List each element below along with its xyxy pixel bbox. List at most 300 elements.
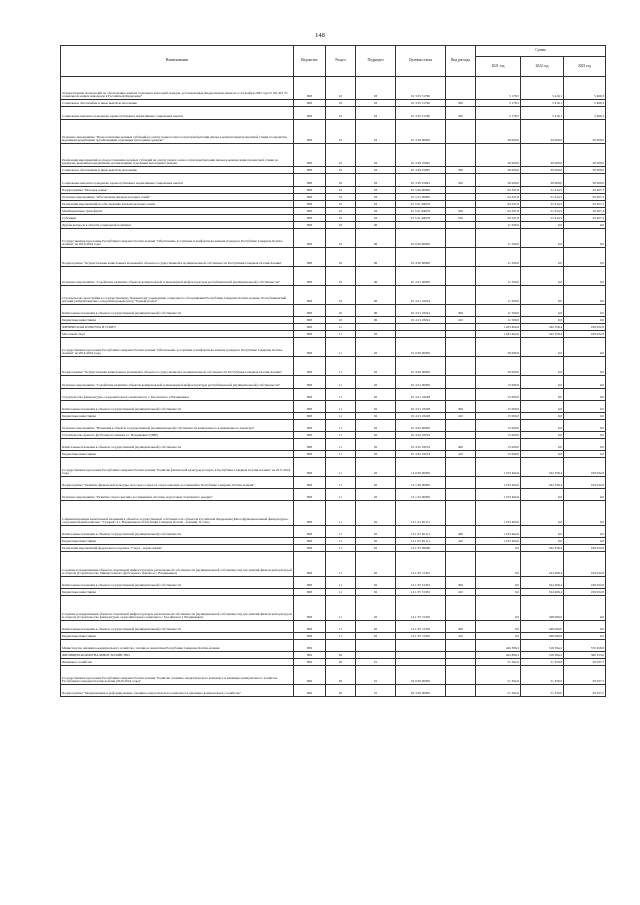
row-vr: 400: [446, 305, 476, 317]
row-csr: 01 4 01 18248: [396, 401, 446, 413]
row-razdel: 11: [326, 501, 356, 526]
row-2021: 15 000,0: [476, 401, 521, 413]
row-2021: 1 233 464,6: [476, 489, 521, 501]
row-ved: 808: [294, 389, 326, 401]
table-row: [61, 652, 606, 659]
table-row: [61, 120, 606, 144]
row-name: Подпрограмма "Осуществление капитальных вложений в объекты государственной и муниципальной собственности Республики Северная Осетия-Алания": [61, 248, 294, 267]
row-2021: 64 347,8: [476, 208, 521, 215]
row-csr: 01 4 02 18234: [396, 451, 446, 458]
row-vr: [446, 201, 476, 208]
row-razdel: 11: [326, 489, 356, 501]
row-csr: 01 0 00 00000: [396, 229, 446, 248]
table-row: [61, 229, 606, 248]
row-2023: 56 037,5: [564, 685, 606, 697]
header-ved: Ведомство: [294, 46, 326, 77]
row-vr: 400: [446, 621, 476, 633]
row-name: Основное мероприятие "Содействие развитию объектов коммунальной и инженерной инфраструктуры республиканской (муниципальной) собственности": [61, 267, 294, 286]
row-csr: 01 4 00 00000: [396, 248, 446, 267]
row-2021: 11 500,0: [476, 286, 521, 305]
row-2022: 0,0: [521, 338, 564, 357]
row-2023: 50 407,3: [564, 194, 606, 201]
row-2023: 0,0: [564, 413, 606, 420]
row-vr: [446, 229, 476, 248]
row-2021: 0,0: [476, 545, 521, 552]
row-razdel: 10: [326, 77, 356, 100]
row-podrazdel: 02: [356, 538, 396, 545]
row-ved: 809: [294, 659, 326, 666]
row-podrazdel: 02: [356, 331, 396, 338]
row-2021: 36 000,0: [476, 174, 521, 187]
row-csr: 14 1 P5 00000: [396, 545, 446, 552]
row-2023: 0,0: [564, 286, 606, 305]
row-vr: 500: [446, 208, 476, 215]
row-name: Бюджетные инвестиции: [61, 633, 294, 640]
row-vr: [446, 194, 476, 201]
row-ved: 808: [294, 305, 326, 317]
row-2023: 30 000,0: [564, 120, 606, 144]
row-2022: 0,0: [521, 420, 564, 432]
row-ved: 809: [294, 685, 326, 697]
row-2022: 542 358,4: [521, 545, 564, 552]
row-2022: 518 394,2: [521, 652, 564, 659]
row-2023: 5 469,3: [564, 77, 606, 100]
row-2022: 51 350,0: [521, 659, 564, 666]
row-2021: 64 347,8: [476, 215, 521, 222]
row-name: Массовый спорт: [61, 331, 294, 338]
row-vr: [446, 432, 476, 439]
row-podrazdel: 02: [356, 458, 396, 477]
row-vr: 400: [446, 401, 476, 413]
row-vr: [446, 331, 476, 338]
row-csr: 01 4 01 18248: [396, 413, 446, 420]
table-row: [61, 552, 606, 577]
row-razdel: 11: [326, 389, 356, 401]
row-csr: 14 1 P5 51391: [396, 577, 446, 589]
row-vr: 400: [446, 526, 476, 538]
row-2023: 0,0: [564, 317, 606, 324]
table-body: [61, 77, 606, 697]
row-csr: 02 0 00 00000: [396, 666, 446, 685]
row-name: Государственная программа Республики Северная Осетия-Алания "Развитие физической культуры и спорта в Республике Северная Осетия-Алания" на 2017-2024 годы: [61, 458, 294, 477]
row-podrazdel: 06: [356, 317, 396, 324]
row-csr: 01 4 01 18224: [396, 317, 446, 324]
row-ved: 808: [294, 545, 326, 552]
row-2021: 11 500,0: [476, 317, 521, 324]
row-podrazdel: 02: [356, 477, 396, 489]
row-2023: 199 032,8: [564, 331, 606, 338]
row-2022: 0,0: [521, 526, 564, 538]
row-name: Межбюджетные трансферты: [61, 208, 294, 215]
row-vr: 320: [446, 107, 476, 120]
row-name: Государственная программа Республики Северная Осетия-Алания "Обеспечение доступным и комфортным жильем граждан в Республике Северная Осетия-Алания" на 2016-2024 годы: [61, 229, 294, 248]
row-ved: 808: [294, 357, 326, 376]
row-name: Социальные выплаты гражданам, кроме публичных нормативных социальных выплат: [61, 174, 294, 187]
row-podrazdel: 03: [356, 144, 396, 167]
row-csr: 01 4 00 00000: [396, 357, 446, 376]
table-row: [61, 439, 606, 451]
row-vr: [446, 640, 476, 652]
row-2023: 199 032,8: [564, 458, 606, 477]
row-name: Капитальные вложения в объекты государственной (муниципальной) собственности: [61, 305, 294, 317]
row-ved: 808: [294, 526, 326, 538]
row-2022: 348 090,0: [521, 621, 564, 633]
row-2023: 0,0: [564, 229, 606, 248]
row-vr: [446, 187, 476, 194]
row-vr: [446, 338, 476, 357]
row-vr: [446, 120, 476, 144]
row-podrazdel: 03: [356, 201, 396, 208]
row-ved: 808: [294, 589, 326, 596]
row-csr: 01 4 02 18234: [396, 439, 446, 451]
row-2021: 5 178,5: [476, 77, 521, 100]
row-2021: 422 890,2: [476, 652, 521, 659]
row-2023: 0,0: [564, 305, 606, 317]
table-row: [61, 317, 606, 324]
row-razdel: 11: [326, 432, 356, 439]
row-2023: 0,0: [564, 338, 606, 357]
row-podrazdel: 01: [356, 659, 396, 666]
row-2021: 15 000,0: [476, 432, 521, 439]
row-2023: 569 353,6: [564, 652, 606, 659]
header-year-2023: 2023 год: [564, 57, 606, 77]
row-2021: 11 500,0: [476, 222, 521, 229]
row-csr: 02 3 00 00000: [396, 685, 446, 697]
row-csr: 01 4 01 00000: [396, 376, 446, 389]
row-name: Социальные выплаты гражданам, кроме публичных нормативных социальных выплат: [61, 107, 294, 120]
row-2022: 0,0: [521, 501, 564, 526]
row-2021: 36 000,0: [476, 144, 521, 167]
row-name: Основное мероприятие "Предоставление целевых субсидий на оплату первого взноса при приобретении жилья и компенсации процентной ставки по кредитам, выданным кредитными организациями отдельным категориям граждан": [61, 120, 294, 144]
table-row: [61, 501, 606, 526]
row-2022: 0,0: [521, 248, 564, 267]
table-row: [61, 389, 606, 401]
row-name: Социальное обеспечение и иные выплаты населению: [61, 100, 294, 107]
row-razdel: 11: [326, 538, 356, 545]
row-podrazdel: 03: [356, 187, 396, 194]
row-razdel: 10: [326, 187, 356, 194]
row-2023: 0,0: [564, 267, 606, 286]
row-2021: 11 500,0: [476, 267, 521, 286]
row-2021: 51 392,6: [476, 659, 521, 666]
row-2023: 199 032,8: [564, 324, 606, 331]
row-2021: 1 233 464,6: [476, 501, 521, 526]
row-podrazdel: 02: [356, 633, 396, 640]
row-csr: 14 1 P5 51392: [396, 596, 446, 621]
table-row: [61, 401, 606, 413]
row-vr: 410: [446, 451, 476, 458]
table-row: [61, 659, 606, 666]
row-vr: 320: [446, 174, 476, 187]
row-2021: 1 233 464,6: [476, 538, 521, 545]
row-2022: 0,0: [521, 317, 564, 324]
row-podrazdel: 06: [356, 248, 396, 267]
row-vr: [446, 666, 476, 685]
row-2023: 56 037,5: [564, 666, 606, 685]
row-razdel: 10: [326, 174, 356, 187]
row-podrazdel: 03: [356, 100, 396, 107]
row-csr: 14 1 02 00000: [396, 489, 446, 501]
row-name: Подпрограмма "Модернизация и реформирование топливно-энергетического комплекса и жилищно-коммунального хозяйства": [61, 685, 294, 697]
row-razdel: 11: [326, 552, 356, 577]
row-podrazdel: 02: [356, 357, 396, 376]
row-2021: 1 233 464,6: [476, 458, 521, 477]
row-2021: 51 392,6: [476, 666, 521, 685]
table-row: [61, 357, 606, 376]
row-ved: 808: [294, 187, 326, 194]
row-razdel: 11: [326, 420, 356, 432]
row-ved: 808: [294, 144, 326, 167]
row-razdel: 11: [326, 596, 356, 621]
row-vr: [446, 489, 476, 501]
row-2021: 15 000,0: [476, 420, 521, 432]
row-podrazdel: 02: [356, 596, 396, 621]
row-razdel: 10: [326, 167, 356, 174]
row-2021: 1 263 464,6: [476, 331, 521, 338]
row-2023: 0,0: [564, 439, 606, 451]
row-podrazdel: 03: [356, 215, 396, 222]
row-podrazdel: 03: [356, 107, 396, 120]
row-vr: [446, 324, 476, 331]
row-2023: 0,0: [564, 401, 606, 413]
row-podrazdel: 02: [356, 432, 396, 439]
row-vr: [446, 77, 476, 100]
row-vr: [446, 376, 476, 389]
row-podrazdel: 02: [356, 577, 396, 589]
row-ved: 808: [294, 100, 326, 107]
row-podrazdel: 02: [356, 439, 396, 451]
row-name: Бюджетные инвестиции: [61, 413, 294, 420]
row-2023: 0,0: [564, 420, 606, 432]
row-name: ФИЗИЧЕСКАЯ КУЛЬТУРА И СПОРТ: [61, 324, 294, 331]
row-vr: 410: [446, 538, 476, 545]
row-ved: 808: [294, 338, 326, 357]
row-2023: 30 000,0: [564, 174, 606, 187]
row-2021: 0,0: [476, 621, 521, 633]
page-number: 148: [315, 32, 325, 39]
row-razdel: 10: [326, 215, 356, 222]
row-vr: [446, 545, 476, 552]
row-razdel: 10: [326, 194, 356, 201]
row-podrazdel: 02: [356, 451, 396, 458]
row-csr: 01 4 02 00000: [396, 420, 446, 432]
row-podrazdel: 02: [356, 589, 396, 596]
row-2021: 15 000,0: [476, 413, 521, 420]
row-2023: 0,0: [564, 596, 606, 621]
row-ved: 808: [294, 167, 326, 174]
row-vr: [446, 267, 476, 286]
row-2021: 15 000,0: [476, 451, 521, 458]
row-csr: 01 5 01 R4970: [396, 215, 446, 222]
row-ved: 808: [294, 420, 326, 432]
table-row: [61, 187, 606, 194]
table-row: [61, 596, 606, 621]
table-row: [61, 194, 606, 201]
row-2022: 51 350,0: [521, 685, 564, 697]
row-podrazdel: 02: [356, 526, 396, 538]
table-row: [61, 215, 606, 222]
row-ved: 808: [294, 194, 326, 201]
row-ved: 808: [294, 229, 326, 248]
row-2022: 0,0: [521, 413, 564, 420]
header-year-2021: 2021 год: [476, 57, 521, 77]
row-2023: 0,0: [564, 357, 606, 376]
row-vr: [446, 659, 476, 666]
table-row: [61, 432, 606, 439]
row-ved: 808: [294, 458, 326, 477]
row-2023: 0,0: [564, 222, 606, 229]
header-razdel: Раздел: [326, 46, 356, 77]
row-vr: 300: [446, 167, 476, 174]
row-name: Бюджетные инвестиции: [61, 589, 294, 596]
row-2021: 30 000,0: [476, 338, 521, 357]
row-razdel: 10: [326, 286, 356, 305]
table-row: [61, 489, 606, 501]
row-vr: [446, 286, 476, 305]
header-podrazdel: Подраздел: [356, 46, 396, 77]
row-2021: 64 347,8: [476, 194, 521, 201]
row-2022: 0,0: [521, 305, 564, 317]
row-2022: 30 000,0: [521, 167, 564, 174]
row-2021: 426 389,2: [476, 640, 521, 652]
row-2023: 0,0: [564, 432, 606, 439]
row-razdel: 11: [326, 589, 356, 596]
row-podrazdel: 03: [356, 167, 396, 174]
header-csr: Целевая статья: [396, 46, 446, 77]
table-row: [61, 577, 606, 589]
row-razdel: 11: [326, 451, 356, 458]
row-podrazdel: 01: [356, 666, 396, 685]
table-row: [61, 451, 606, 458]
row-razdel: 11: [326, 413, 356, 420]
row-vr: [446, 477, 476, 489]
row-2023: 5 469,3: [564, 107, 606, 120]
row-ved: 808: [294, 439, 326, 451]
row-2023: 199 032,8: [564, 545, 606, 552]
row-2021: 1 233 464,6: [476, 477, 521, 489]
header-vr: Вид расхода: [446, 46, 476, 77]
row-csr: 01 3 09 00000: [396, 120, 446, 144]
header-year-2022: 2022 год: [521, 57, 564, 77]
table-row: [61, 305, 606, 317]
row-2022: 542 358,4: [521, 477, 564, 489]
row-ved: 809: [294, 666, 326, 685]
table-row: [61, 640, 606, 652]
row-ved: 808: [294, 324, 326, 331]
row-csr: [396, 640, 446, 652]
row-2021: 0,0: [476, 552, 521, 577]
table-row: [61, 77, 606, 100]
table-row: [61, 420, 606, 432]
row-podrazdel: 02: [356, 389, 396, 401]
row-name: Основное мероприятие "Вложения в объекты государственной (муниципальной) собственности капитального и инженерного характера": [61, 420, 294, 432]
row-csr: 01 0 00 00000: [396, 338, 446, 357]
row-name: Создание и модернизация объектов спортивной инфраструктуры региональной собственности (муниципальной собственности) для занятий физической культурой и спортом (Строительство физкультурно-оздоровительного комплекса с бассейном в г. Владикавказ): [61, 596, 294, 621]
row-2021: 30 000,0: [476, 357, 521, 376]
row-2021: 51 392,6: [476, 685, 521, 697]
table-row: [61, 286, 606, 305]
row-vr: [446, 144, 476, 167]
row-podrazdel: 02: [356, 413, 396, 420]
row-name: Реализация мероприятий по обеспечению жильем молодых семей: [61, 201, 294, 208]
row-name: Создание и модернизация объектов спортивной инфраструктуры региональной собственности (муниципальной собственности) для занятий физической культурой и спортом (Строительство Универсального футбольного манежа в г. Владикавказ): [61, 552, 294, 577]
row-vr: 400: [446, 577, 476, 589]
row-2021: 11 500,0: [476, 305, 521, 317]
row-ved: 808: [294, 451, 326, 458]
row-vr: 400: [446, 439, 476, 451]
row-razdel: 10: [326, 201, 356, 208]
table-row: [61, 458, 606, 477]
row-podrazdel: 02: [356, 501, 396, 526]
row-csr: 01 4 02 18234: [396, 432, 446, 439]
row-ved: 808: [294, 477, 326, 489]
row-2022: 30 000,0: [521, 144, 564, 167]
row-vr: [446, 596, 476, 621]
row-podrazdel: [356, 652, 396, 659]
budget-table-wrapper: [60, 45, 605, 881]
row-2023: 0,0: [564, 633, 606, 640]
row-csr: 01 3 09 25095: [396, 167, 446, 174]
row-vr: 410: [446, 317, 476, 324]
row-csr: 01 5 01 00000: [396, 194, 446, 201]
table-row: [61, 267, 606, 286]
table-row: [61, 331, 606, 338]
row-ved: 809: [294, 640, 326, 652]
table-row: [61, 413, 606, 420]
row-csr: 01 5 00 00000: [396, 187, 446, 194]
table-row: [61, 621, 606, 633]
table-row: [61, 144, 606, 167]
row-csr: 14 1 00 00000: [396, 477, 446, 489]
table-row: [61, 685, 606, 697]
row-2022: 0,0: [521, 267, 564, 286]
table-row: [61, 100, 606, 107]
row-razdel: 11: [326, 324, 356, 331]
row-2022: 0,0: [521, 432, 564, 439]
row-csr: 01 5 01 R4970: [396, 201, 446, 208]
row-2021: 1 263 464,6: [476, 324, 521, 331]
row-csr: 14 1 02 R1111: [396, 526, 446, 538]
row-razdel: 11: [326, 376, 356, 389]
row-razdel: [326, 640, 356, 652]
row-name: Государственная программа Республики Северная Осетия-Алания "Обеспечение доступным и комфортным жильем граждан в Республике Северная Осетия-Алания" на 2016-2024 годы: [61, 338, 294, 357]
row-razdel: 10: [326, 100, 356, 107]
row-2022: 542 358,4: [521, 324, 564, 331]
row-name: Государственная программа Республики Северная Осетия-Алания "Развитие топливно-энергетического комплекса и жилищно-коммунального хозяйства Республики Северная Осетия-Алания (2020-2024 годы)": [61, 666, 294, 685]
row-razdel: 05: [326, 666, 356, 685]
row-2023: 0,0: [564, 389, 606, 401]
row-name: Основное мероприятие "Содействие развитию объектов коммунальной и инженерной инфраструктуры республиканской (муниципальной) собственности": [61, 376, 294, 389]
row-2022: 0,0: [521, 489, 564, 501]
row-2022: 518 394,2: [521, 640, 564, 652]
row-name: Строительство крытого футбольного манежа в г. Владикавказ (ПИР): [61, 432, 294, 439]
row-vr: [446, 389, 476, 401]
row-podrazdel: 02: [356, 621, 396, 633]
row-razdel: 11: [326, 357, 356, 376]
row-podrazdel: 02: [356, 401, 396, 413]
row-2021: 5 178,5: [476, 107, 521, 120]
table-row: [61, 248, 606, 267]
row-vr: 300: [446, 100, 476, 107]
row-vr: [446, 222, 476, 229]
row-2021: 15 000,0: [476, 376, 521, 389]
row-vr: [446, 420, 476, 432]
row-podrazdel: 03: [356, 77, 396, 100]
row-2022: 0,0: [521, 451, 564, 458]
header-summa: Сумма: [476, 46, 606, 57]
row-csr: 01 4 01 18224: [396, 286, 446, 305]
row-2021: 0,0: [476, 596, 521, 621]
